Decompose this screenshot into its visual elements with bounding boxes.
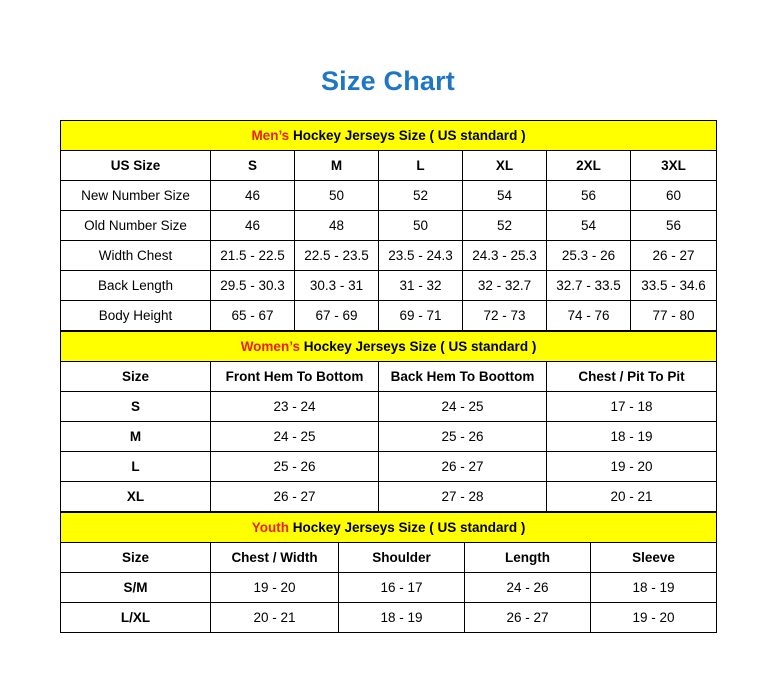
youth-col-1: Chest / Width xyxy=(211,543,339,573)
mens-section-header xyxy=(61,121,717,151)
mens-section-header-rest: Hockey Jerseys Size ( US standard ) xyxy=(289,128,526,143)
table-row xyxy=(61,241,717,271)
youth-section-header-rest: Hockey Jerseys Size ( US standard ) xyxy=(288,520,526,535)
table-section-header-row xyxy=(61,513,717,543)
youth-r1-c0: L/XL xyxy=(61,603,211,633)
mens-r3-c2: 30.3 - 31 xyxy=(295,271,379,301)
youth-r1-c1: 20 - 21 xyxy=(211,603,339,633)
table-row xyxy=(61,181,717,211)
mens-r1-c6: 56 xyxy=(631,211,717,241)
womens-r0-c0: S xyxy=(61,392,211,422)
mens-r0-c3: 52 xyxy=(379,181,463,211)
mens-r1-c2: 48 xyxy=(295,211,379,241)
mens-col-4: XL xyxy=(463,151,547,181)
mens-col-2: M xyxy=(295,151,379,181)
table-row xyxy=(61,271,717,301)
womens-col-2: Back Hem To Boottom xyxy=(379,362,547,392)
womens-r2-c3: 19 - 20 xyxy=(547,452,717,482)
youth-section-header xyxy=(61,513,717,543)
table-section-header-row xyxy=(61,121,717,151)
table-row xyxy=(61,301,717,331)
youth-r1-c4: 19 - 20 xyxy=(591,603,717,633)
womens-r1-c3: 18 - 19 xyxy=(547,422,717,452)
table-row xyxy=(61,211,717,241)
womens-col-3: Chest / Pit To Pit xyxy=(547,362,717,392)
mens-r2-c2: 22.5 - 23.5 xyxy=(295,241,379,271)
mens-section-header-accent: Men’s xyxy=(251,128,290,143)
womens-r3-c1: 26 - 27 xyxy=(211,482,379,512)
youth-r0-c1: 19 - 20 xyxy=(211,573,339,603)
mens-r3-c6: 33.5 - 34.6 xyxy=(631,271,717,301)
page-title: Size Chart xyxy=(320,66,456,96)
youth-r0-c0: S/M xyxy=(61,573,211,603)
youth-r0-c3: 24 - 26 xyxy=(465,573,591,603)
womens-r1-c1: 24 - 25 xyxy=(211,422,379,452)
mens-r4-c1: 65 - 67 xyxy=(211,301,295,331)
mens-col-3: L xyxy=(379,151,463,181)
table-section-header-row xyxy=(61,332,717,362)
womens-r3-c0: XL xyxy=(61,482,211,512)
youth-size-table xyxy=(60,512,717,633)
womens-size-table xyxy=(60,331,717,512)
mens-r2-c5: 25.3 - 26 xyxy=(547,241,631,271)
mens-r4-c4: 72 - 73 xyxy=(463,301,547,331)
womens-r0-c1: 23 - 24 xyxy=(211,392,379,422)
table-row xyxy=(61,452,717,482)
youth-r0-c4: 18 - 19 xyxy=(591,573,717,603)
youth-col-0: Size xyxy=(61,543,211,573)
womens-r2-c0: L xyxy=(61,452,211,482)
mens-r0-c4: 54 xyxy=(463,181,547,211)
mens-r1-c5: 54 xyxy=(547,211,631,241)
table-row xyxy=(61,573,717,603)
mens-r2-c3: 23.5 - 24.3 xyxy=(379,241,463,271)
womens-section-header xyxy=(61,332,717,362)
womens-r3-c3: 20 - 21 xyxy=(547,482,717,512)
mens-r3-c4: 32 - 32.7 xyxy=(463,271,547,301)
mens-r4-c0: Body Height xyxy=(61,301,211,331)
mens-r1-c0: Old Number Size xyxy=(61,211,211,241)
mens-col-0: US Size xyxy=(61,151,211,181)
mens-r0-c5: 56 xyxy=(547,181,631,211)
table-row xyxy=(61,603,717,633)
mens-r0-c2: 50 xyxy=(295,181,379,211)
womens-r1-c0: M xyxy=(61,422,211,452)
mens-r2-c4: 24.3 - 25.3 xyxy=(463,241,547,271)
table-row xyxy=(61,482,717,512)
womens-r2-c1: 25 - 26 xyxy=(211,452,379,482)
mens-r0-c0: New Number Size xyxy=(61,181,211,211)
youth-r1-c3: 26 - 27 xyxy=(465,603,591,633)
mens-r3-c5: 32.7 - 33.5 xyxy=(547,271,631,301)
mens-r3-c0: Back Length xyxy=(61,271,211,301)
mens-size-table xyxy=(60,120,717,331)
mens-r1-c1: 46 xyxy=(211,211,295,241)
youth-col-4: Sleeve xyxy=(591,543,717,573)
mens-col-5: 2XL xyxy=(547,151,631,181)
mens-r4-c5: 74 - 76 xyxy=(547,301,631,331)
mens-r2-c0: Width Chest xyxy=(61,241,211,271)
womens-col-1: Front Hem To Bottom xyxy=(211,362,379,392)
mens-r3-c3: 31 - 32 xyxy=(379,271,463,301)
womens-section-header-rest: Hockey Jerseys Size ( US standard ) xyxy=(299,339,537,354)
table-header-row xyxy=(61,362,717,392)
womens-r0-c2: 24 - 25 xyxy=(379,392,547,422)
table-row xyxy=(61,422,717,452)
youth-r1-c2: 18 - 19 xyxy=(339,603,465,633)
womens-r1-c2: 25 - 26 xyxy=(379,422,547,452)
womens-section-header-accent: Women’s xyxy=(240,339,300,354)
womens-r0-c3: 17 - 18 xyxy=(547,392,717,422)
mens-r1-c3: 50 xyxy=(379,211,463,241)
mens-col-1: S xyxy=(211,151,295,181)
youth-r0-c2: 16 - 17 xyxy=(339,573,465,603)
mens-r4-c3: 69 - 71 xyxy=(379,301,463,331)
mens-r3-c1: 29.5 - 30.3 xyxy=(211,271,295,301)
mens-r0-c1: 46 xyxy=(211,181,295,211)
youth-col-3: Length xyxy=(465,543,591,573)
mens-r4-c6: 77 - 80 xyxy=(631,301,717,331)
mens-r4-c2: 67 - 69 xyxy=(295,301,379,331)
womens-r2-c2: 26 - 27 xyxy=(379,452,547,482)
youth-section-header-accent: Youth xyxy=(251,520,289,535)
mens-r0-c6: 60 xyxy=(631,181,717,211)
table-row xyxy=(61,392,717,422)
mens-r2-c6: 26 - 27 xyxy=(631,241,717,271)
womens-col-0: Size xyxy=(61,362,211,392)
womens-r3-c2: 27 - 28 xyxy=(379,482,547,512)
table-header-row xyxy=(61,543,717,573)
mens-r1-c4: 52 xyxy=(463,211,547,241)
youth-col-2: Shoulder xyxy=(339,543,465,573)
table-header-row xyxy=(61,151,717,181)
mens-col-6: 3XL xyxy=(631,151,717,181)
mens-r2-c1: 21.5 - 22.5 xyxy=(211,241,295,271)
size-chart-container xyxy=(60,120,716,633)
